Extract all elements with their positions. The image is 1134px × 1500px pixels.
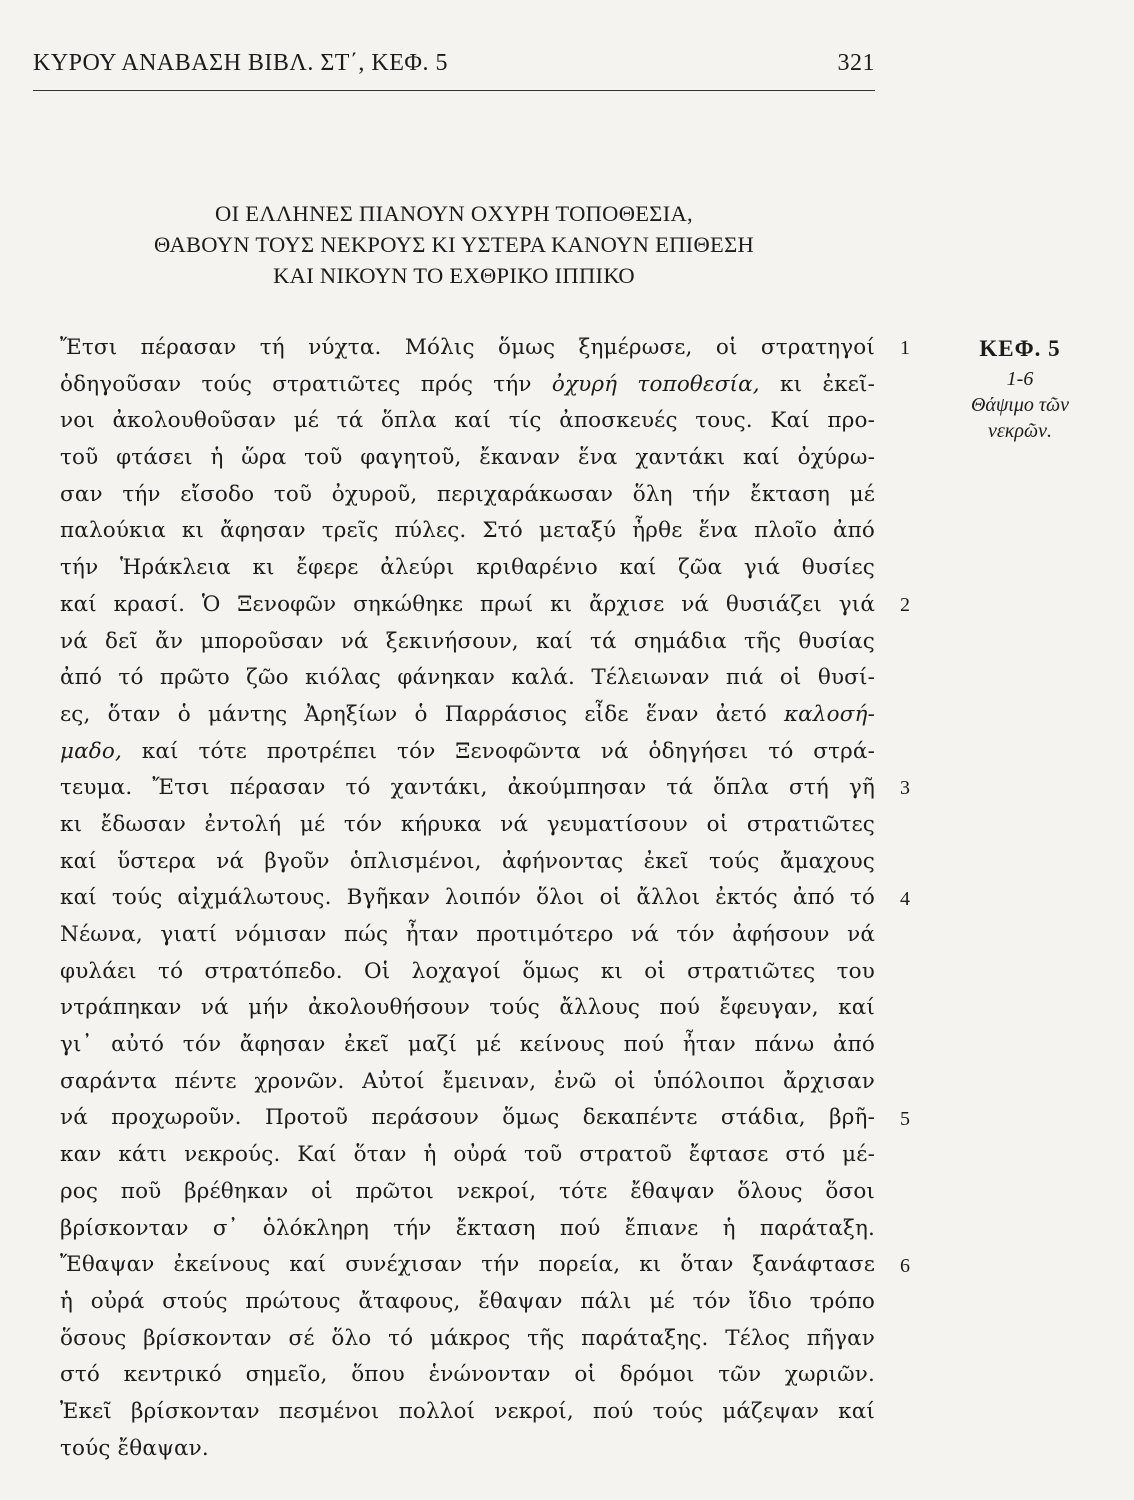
body-line: τευμα. Ἔτσι πέρασαν τό χαντάκι, ἀκούμπησαν τά ὅπλα στή γῆ	[60, 775, 875, 801]
paragraph-number: 5	[900, 1107, 910, 1130]
body-line: νά προχωροῦν. Προτοῦ περάσουν ὅμως δεκαπέντε στάδια, βρῆ-	[60, 1105, 875, 1131]
body-line: Ἐκεῖ βρίσκονταν πεσμένοι πολλοί νεκροί, πού τούς μάζεψαν καί	[60, 1398, 875, 1424]
body-line: ες, ὅταν ὁ μάντης Ἀρηξίων ὁ Παρράσιος εἶδε ἕναν ἀετό καλοσή-	[60, 701, 875, 727]
body-line: Ἔτσι πέρασαν τή νύχτα. Μόλις ὅμως ξημέρωσε, οἱ στρατηγοί	[60, 335, 875, 360]
body-line: ντράπηκαν νά μήν ἀκολουθήσουν τούς ἄλλους πού ἔφευγαν, καί	[60, 995, 875, 1021]
paragraph-number: 6	[900, 1254, 910, 1277]
margin-note-title: ΚΕΦ. 5	[979, 336, 1061, 361]
body-line: κι ἔδωσαν ἐντολή μέ τόν κήρυκα νά γευματίσουν οἱ στρατιῶτες	[60, 811, 875, 837]
italic-phrase: μαδο,	[60, 738, 122, 764]
italic-phrase: ὀχυρή τοποθεσία,	[551, 371, 760, 397]
body-line: καν κάτι νεκρούς. Καί ὅταν ἡ οὐρά τοῦ στρατοῦ ἔφτασε στό μέ-	[60, 1142, 875, 1168]
chapter-title-line: ΟΙ ΕΛΛΗΝΕΣ ΠΙΑΝΟΥΝ ΟΧΥΡΗ ΤΟΠΟΘΕΣΙΑ,	[215, 201, 693, 226]
paragraph-number: 4	[900, 887, 910, 910]
body-line: τούς ἔθαψαν.	[60, 1435, 209, 1461]
body-line: βρίσκονταν σ᾽ ὁλόκληρη τήν ἔκταση πού ἔπιανε ἡ παράταξη.	[60, 1215, 875, 1241]
running-title: ΚΥΡΟΥ ΑΝΑΒΑΣΗ ΒΙΒΛ. ΣΤ΄, ΚΕΦ. 5	[33, 50, 448, 76]
chapter-title-line: ΚΑΙ ΝΙΚΟΥΝ ΤΟ ΕΧΘΡΙΚΟ ΙΠΠΙΚΟ	[273, 263, 635, 288]
body-line: μαδο, καί τότε προτρέπει τόν Ξενοφῶντα νά ὁδηγήσει τό στρά-	[60, 738, 875, 764]
body-line: ἡ οὐρά στούς πρώτους ἄταφους, ἔθαψαν πάλι μέ τόν ἴδιο τρόπο	[60, 1288, 875, 1314]
paragraph-number: 2	[900, 593, 910, 616]
italic-phrase: καλοσή-	[783, 701, 875, 727]
body-line: καί κρασί. Ὁ Ξενοφῶν σηκώθηκε πρωί κι ἄρχισε νά θυσιάζει γιά	[60, 591, 875, 617]
paragraph-number: 3	[900, 777, 910, 800]
body-line: ὁδηγοῦσαν τούς στρατιῶτες πρός τήν ὀχυρή τοποθεσία, κι ἐκεῖ-	[60, 371, 876, 397]
margin-note-range: 1-6	[1006, 368, 1034, 390]
page-number: 321	[837, 50, 875, 76]
header-rule	[33, 90, 875, 91]
body-line: σαν τήν εἴσοδο τοῦ ὀχυροῦ, περιχαράκωσαν ὅλη τήν ἔκταση μέ	[60, 481, 875, 507]
chapter-title-line: ΘΑΒΟΥΝ ΤΟΥΣ ΝΕΚΡΟΥΣ ΚΙ ΥΣΤΕΡΑ ΚΑΝΟΥΝ ΕΠΙΘΕΣΗ	[153, 232, 755, 257]
body-line: καί τούς αἰχμάλωτους. Βγῆκαν λοιπόν ὅλοι οἱ ἄλλοι ἐκτός ἀπό τό	[60, 885, 875, 911]
body-line: Νέωνα, γιατί νόμισαν πώς ἦταν προτιμότερο νά τόν ἀφήσουν νά	[60, 922, 875, 947]
body-line: καί ὕστερα νά βγοῦν ὁπλισμένοι, ἀφήνοντας ἐκεῖ τούς ἄμαχους	[60, 848, 875, 874]
body-line: τοῦ φτάσει ἡ ὥρα τοῦ φαγητοῦ, ἔκαναν ἕνα χαντάκι καί ὀχύρω-	[60, 445, 875, 471]
body-line: σαράντα πέντε χρονῶν. Αὐτοί ἔμειναν, ἐνῶ οἱ ὑπόλοιποι ἄρχισαν	[60, 1068, 875, 1094]
body-line: ἀπό τό πρῶτο ζῶο κιόλας φάνηκαν καλά. Τέλειωναν πιά οἱ θυσί-	[60, 665, 875, 691]
body-line: τήν Ἡράκλεια κι ἔφερε ἀλεύρι κριθαρένιο καί ζῶα γιά θυσίες	[60, 555, 875, 581]
body-line: φυλάει τό στρατόπεδο. Οἱ λοχαγοί ὅμως κι οἱ στρατιῶτες του	[60, 958, 875, 984]
body-line: Ἔθαψαν ἐκείνους καί συνέχισαν τήν πορεία, κι ὅταν ξανάφτασε	[60, 1252, 875, 1278]
body-line: παλούκια κι ἄφησαν τρεῖς πύλες. Στό μεταξύ ἦρθε ἕνα πλοῖο ἀπό	[60, 518, 875, 544]
body-line: γι᾽ αὐτό τόν ἄφησαν ἐκεῖ μαζί μέ κείνους πού ἦταν πάνω ἀπό	[60, 1032, 875, 1058]
running-head	[33, 50, 875, 77]
margin-note-text: Θάψιμο τῶν νεκρῶν.	[970, 394, 1070, 442]
margin-note	[930, 332, 1110, 444]
body-line: νοι ἀκολουθοῦσαν μέ τά ὅπλα καί τίς ἀποσκευές τους. Καί προ-	[60, 408, 875, 434]
body-line: στό κεντρικό σημεῖο, ὅπου ἑνώνονταν οἱ δρόμοι τῶν χωριῶν.	[60, 1362, 875, 1388]
paragraph-number: 1	[900, 337, 910, 359]
body-text	[60, 330, 875, 1467]
body-line: ρος ποῦ βρέθηκαν οἱ πρῶτοι νεκροί, τότε ἔθαψαν ὅλους ὅσοι	[60, 1178, 875, 1204]
body-line: νά δεῖ ἄν μποροῦσαν νά ξεκινήσουν, καί τά σημάδια τῆς θυσίας	[60, 628, 875, 654]
chapter-title	[120, 198, 788, 291]
body-line: ὅσους βρίσκονταν σέ ὅλο τό μάκρος τῆς παράταξης. Τέλος πῆγαν	[60, 1325, 875, 1351]
